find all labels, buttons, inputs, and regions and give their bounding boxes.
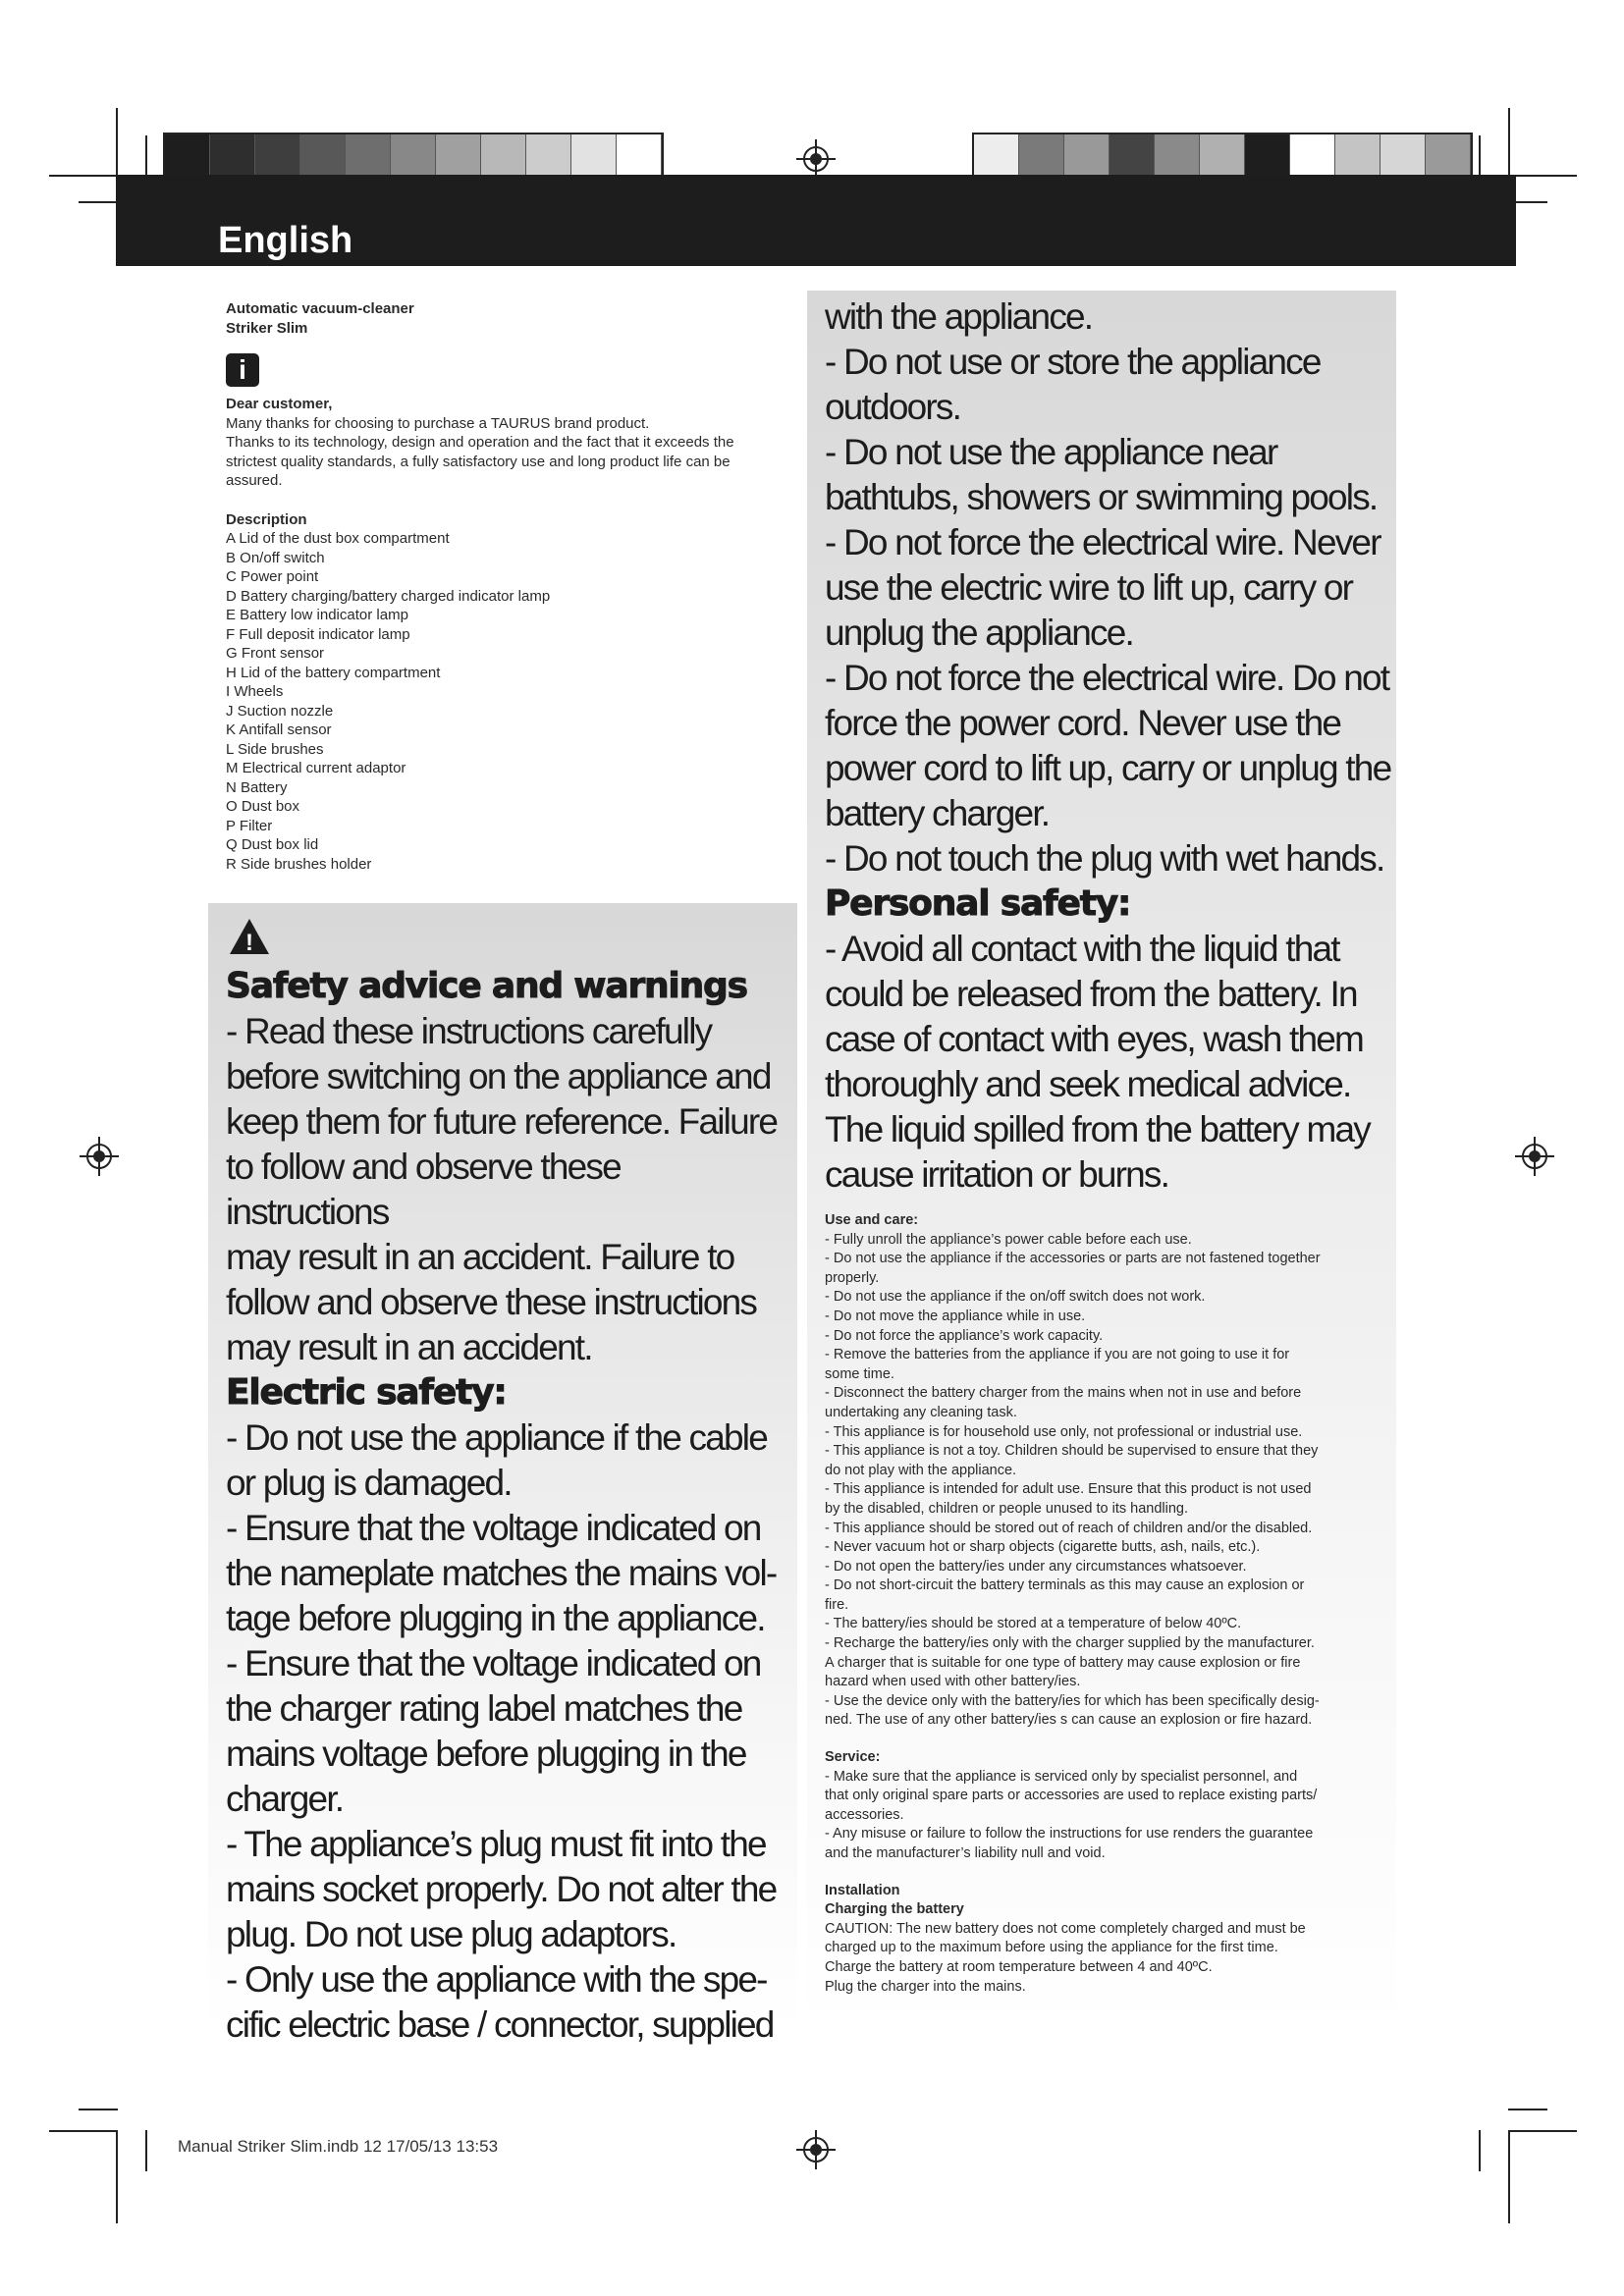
list-item: G Front sensor <box>226 645 325 662</box>
list-item: Q Dust box lid <box>226 836 319 853</box>
text-line: CAUTION: The new battery does not come completely charged and must be <box>825 1920 1306 1937</box>
print-slug: Manual Striker Slim.indb 12 17/05/13 13:53 <box>178 2137 499 2156</box>
language-title: English <box>218 220 353 261</box>
text-line: undertaking any cleaning task. <box>825 1404 1017 1420</box>
text-line: - Do not use or store the appliance <box>825 342 1321 382</box>
color-swatch <box>300 134 346 180</box>
color-swatch <box>210 134 255 180</box>
list-item: D Battery charging/battery charged indicator lamp <box>226 587 551 605</box>
text-line: - Do not force the electrical wire. Never <box>825 522 1380 562</box>
text-line: - Do not force the electrical wire. Do not <box>825 658 1389 698</box>
text-line: cause irritation or burns. <box>825 1154 1169 1195</box>
text-line: outdoors. <box>825 387 961 427</box>
text-line: A charger that is suitable for one type of battery may cause explosion or fire <box>825 1654 1301 1671</box>
color-swatch <box>526 134 571 180</box>
text-line: the charger rating label matches the <box>226 1688 742 1729</box>
text-line: battery charger. <box>825 793 1050 833</box>
intro-paragraph-line: strictest quality standards, a fully satisfactory use and long product life can be <box>226 453 731 470</box>
charging-title: Charging the battery <box>825 1901 964 1918</box>
text-line: - Never vacuum hot or sharp objects (cigarette butts, ash, nails, etc.). <box>825 1539 1261 1556</box>
intro-section <box>226 299 790 874</box>
text-line: Plug the charger into the mains. <box>825 1978 1026 1995</box>
text-line: do not play with the appliance. <box>825 1462 1017 1478</box>
color-swatch <box>1426 134 1471 180</box>
text-line: and the manufacturer’s liability null and void. <box>825 1845 1106 1861</box>
color-swatch <box>481 134 526 180</box>
service-title: Service: <box>825 1749 881 1766</box>
text-line: by the disabled, children or people unused to its handling. <box>825 1500 1189 1517</box>
text-line: - The appliance’s plug must fit into the <box>226 1824 766 1864</box>
text-line: - Do not move the appliance while in use. <box>825 1308 1086 1324</box>
registration-mark-icon <box>1515 1137 1554 1176</box>
list-item: N Battery <box>226 778 288 796</box>
text-line: - Do not use the appliance if the on/off switch does not work. <box>825 1289 1206 1306</box>
color-swatch <box>571 134 617 180</box>
safety-heading: Safety advice and warnings <box>226 966 747 1006</box>
safety-panel-left <box>208 903 797 2045</box>
list-item: M Electrical current adaptor <box>226 760 406 776</box>
color-swatch <box>974 134 1019 180</box>
text-line: - This appliance is not a toy. Children should be supervised to ensure that they <box>825 1443 1319 1460</box>
color-swatch <box>391 134 436 180</box>
thanks-text: Many thanks for choosing to purchase a TAURUS brand product. <box>226 414 650 432</box>
text-line: - Any misuse or failure to follow the instructions for use renders the guarantee <box>825 1826 1314 1842</box>
color-swatch <box>436 134 481 180</box>
color-swatch <box>1200 134 1245 180</box>
text-line: some time. <box>825 1365 894 1382</box>
list-item: H Lid of the battery compartment <box>226 664 441 681</box>
text-line: charger. <box>226 1779 344 1819</box>
text-line: mains socket properly. Do not alter the <box>226 1869 777 1909</box>
product-name: Automatic vacuum-cleaner <box>226 300 414 317</box>
installation-title: Installation <box>825 1882 900 1898</box>
intro-paragraph-line: assured. <box>226 472 283 489</box>
text-line: may result in an accident. <box>226 1327 592 1367</box>
list-item: K Antifall sensor <box>226 721 332 738</box>
text-line: - Fully unroll the appliance’s power cable before each use. <box>825 1231 1192 1248</box>
list-item: A Lid of the dust box compartment <box>226 530 450 547</box>
list-item: J Suction nozzle <box>226 702 334 720</box>
list-item: O Dust box <box>226 798 300 815</box>
personal-safety-heading: Personal safety: <box>825 883 1131 924</box>
text-line: - Remove the batteries from the appliance if you are not going to use it for <box>825 1347 1290 1363</box>
description-list <box>226 529 790 874</box>
text-line: follow and observe these instructions <box>226 1282 757 1322</box>
text-line: bathtubs, showers or swimming pools. <box>825 477 1378 517</box>
text-line: - Ensure that the voltage indicated on <box>226 1508 761 1548</box>
text-line: cific electric base / connector, supplied <box>226 2004 774 2045</box>
warning-icon <box>228 917 271 956</box>
color-swatch <box>1064 134 1110 180</box>
text-line: - Do not short-circuit the battery terminals as this may cause an explosion or <box>825 1577 1305 1594</box>
list-item: C Power point <box>226 568 319 585</box>
text-line: to follow and observe these instructions <box>226 1147 621 1232</box>
text-line: tage before plugging in the appliance. <box>226 1598 765 1638</box>
language-header-bar <box>116 175 1516 266</box>
text-line: - Do not use the appliance near <box>825 432 1277 472</box>
text-line: - Do not touch the plug with wet hands. <box>825 838 1384 879</box>
color-swatch <box>1155 134 1200 180</box>
color-swatch <box>1110 134 1155 180</box>
text-line: properly. <box>825 1269 880 1286</box>
intro-paragraph-line: Thanks to its technology, design and operation and the fact that it exceeds the <box>226 434 734 451</box>
list-item: I Wheels <box>226 683 284 700</box>
color-swatch <box>1290 134 1335 180</box>
text-line: could be released from the battery. In <box>825 974 1357 1014</box>
text-line: Charge the battery at room temperature between 4 and 40ºC. <box>825 1958 1213 1975</box>
text-line: - Disconnect the battery charger from the mains when not in use and before <box>825 1385 1302 1402</box>
text-line: - The battery/ies should be stored at a temperature of below 40ºC. <box>825 1616 1242 1632</box>
text-line: - Only use the appliance with the spe- <box>226 1959 767 2000</box>
text-line: charged up to the maximum before using the appliance for the first time. <box>825 1940 1278 1956</box>
text-line: - Do not use the appliance if the cable <box>226 1417 767 1458</box>
use-care-title: Use and care: <box>825 1212 919 1228</box>
registration-mark-icon <box>796 2130 836 2169</box>
text-line: power cord to lift up, carry or unplug the <box>825 748 1391 788</box>
color-swatch <box>1245 134 1290 180</box>
greeting: Dear customer, <box>226 396 333 412</box>
text-line: thoroughly and seek medical advice. <box>825 1064 1351 1104</box>
text-line: - Do not force the appliance’s work capacity. <box>825 1327 1104 1344</box>
text-line: hazard when used with other battery/ies. <box>825 1674 1081 1690</box>
text-line: plug. Do not use plug adaptors. <box>226 1914 677 1954</box>
list-item: P Filter <box>226 817 273 834</box>
description-title: Description <box>226 510 307 528</box>
list-item: R Side brushes holder <box>226 855 372 873</box>
color-swatch <box>617 134 662 180</box>
text-line: fire. <box>825 1596 849 1613</box>
color-swatch <box>346 134 391 180</box>
text-line: - Make sure that the appliance is serviced only by specialist personnel, and <box>825 1768 1298 1785</box>
text-line: - Do not open the battery/ies under any circumstances whatsoever. <box>825 1558 1247 1575</box>
color-swatch <box>1380 134 1426 180</box>
text-line: the nameplate matches the mains vol- <box>226 1553 777 1593</box>
text-line: The liquid spilled from the battery may <box>825 1109 1370 1149</box>
text-line: - Use the device only with the battery/ies for which has been specifically desig- <box>825 1692 1320 1709</box>
text-line: use the electric wire to lift up, carry or <box>825 567 1353 608</box>
product-model: Striker Slim <box>226 319 308 337</box>
safety-panel-right <box>807 291 1396 2032</box>
text-line: keep them for future reference. Failure <box>226 1101 778 1142</box>
text-line: - This appliance is intended for adult use. Ensure that this product is not used <box>825 1481 1312 1498</box>
text-line: mains voltage before plugging in the <box>226 1734 746 1774</box>
list-item: B On/off switch <box>226 549 325 566</box>
list-item: L Side brushes <box>226 740 324 758</box>
color-swatch <box>1019 134 1064 180</box>
text-line: with the appliance. <box>825 296 1093 337</box>
color-swatch <box>1335 134 1380 180</box>
text-line: - Avoid all contact with the liquid that <box>825 929 1339 969</box>
registration-mark-icon <box>80 1137 119 1176</box>
text-line: - This appliance is for household use only, not professional or industrial use. <box>825 1423 1303 1440</box>
text-line: unplug the appliance. <box>825 613 1133 653</box>
list-item: E Battery low indicator lamp <box>226 607 408 623</box>
text-line: may result in an accident. Failure to <box>226 1237 734 1277</box>
color-swatch <box>165 134 210 180</box>
text-line: - Do not use the appliance if the accessories or parts are not fastened together <box>825 1251 1321 1267</box>
electric-safety-heading: Electric safety: <box>226 1372 507 1413</box>
warning-icon-glyph: ! <box>245 930 253 956</box>
text-line: - This appliance should be stored out of reach of children and/or the disabled. <box>825 1520 1313 1536</box>
text-line: that only original spare parts or accessories are used to replace existing parts/ <box>825 1788 1318 1804</box>
text-line: or plug is damaged. <box>226 1463 512 1503</box>
info-icon: i <box>226 353 259 387</box>
text-line: - Recharge the battery/ies only with the charger supplied by the manufacturer. <box>825 1635 1315 1652</box>
text-line: - Read these instructions carefully <box>226 1011 712 1051</box>
text-line: force the power cord. Never use the <box>825 703 1341 743</box>
text-line: before switching on the appliance and <box>226 1056 771 1096</box>
text-line: ned. The use of any other battery/ies s can cause an explosion or fire hazard. <box>825 1712 1313 1729</box>
registration-mark-icon <box>796 139 836 179</box>
text-line: case of contact with eyes, wash them <box>825 1019 1364 1059</box>
text-line: - Ensure that the voltage indicated on <box>226 1643 761 1683</box>
text-line: accessories. <box>825 1806 904 1823</box>
list-item: F Full deposit indicator lamp <box>226 625 410 643</box>
color-swatch <box>255 134 300 180</box>
